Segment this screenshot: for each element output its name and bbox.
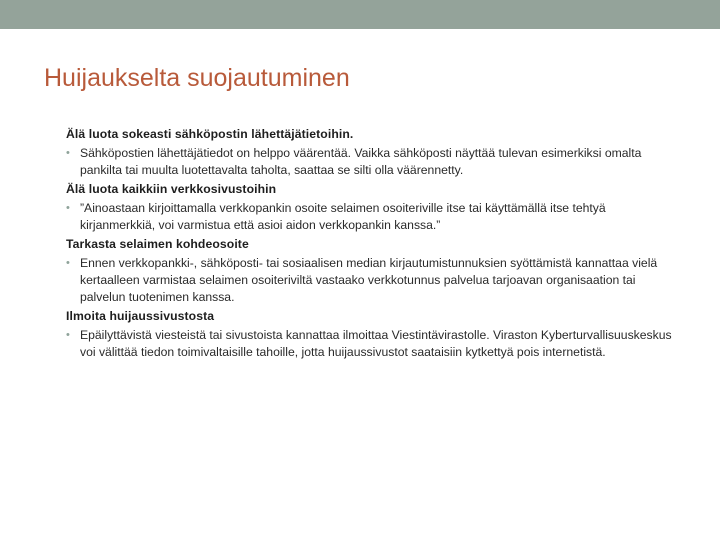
bullet-item bbox=[66, 255, 676, 306]
bullet-icon: • bbox=[66, 257, 70, 269]
bullet-text: ”Ainoastaan kirjoittamalla verkkopankin osoite selaimen osoiteriville itse tai käyttämällä itse tehtyä kirjanmerkkiä, voi varmistua että asioi aidon verkkopankin kanssa.” bbox=[80, 201, 606, 232]
bullet-text: Sähköpostien lähettäjätiedot on helppo väärentää. Vaikka sähköposti näyttää tulevan esimerkiksi omalta pankilta tai muulta luotettavalta taholta, saattaa se silti olla väärennetty. bbox=[80, 146, 642, 177]
section-heading: Ilmoita huijaussivustosta bbox=[66, 309, 215, 323]
slide-content bbox=[66, 126, 676, 363]
bullet-item bbox=[66, 200, 676, 234]
header-accent-bar bbox=[0, 0, 720, 29]
bullet-item bbox=[66, 145, 676, 179]
section-websites bbox=[66, 181, 676, 234]
bullet-icon: • bbox=[66, 147, 70, 159]
section-heading: Tarkasta selaimen kohdeosoite bbox=[66, 237, 249, 251]
bullet-item bbox=[66, 327, 676, 361]
section-check-address bbox=[66, 236, 676, 306]
bullet-icon: • bbox=[66, 329, 70, 341]
section-heading: Älä luota sokeasti sähköpostin lähettäjätietoihin. bbox=[66, 127, 354, 141]
bullet-text: Ennen verkkopankki-, sähköposti- tai sosiaalisen median kirjautumistunnuksien syöttämistä kannattaa vielä kertaalleen varmistaa selaimen osoiteriviltä vastaako verkkotunnus palvelua tarjoavan organisaation tai palvelun tuotenimen kanssa. bbox=[80, 256, 658, 304]
section-sender-info bbox=[66, 126, 676, 179]
section-heading: Älä luota kaikkiin verkkosivustoihin bbox=[66, 182, 277, 196]
bullet-text: Epäilyttävistä viesteistä tai sivustoista kannattaa ilmoittaa Viestintävirastolle. Viraston Kyberturvallisuuskeskus voi välittää tiedon toimivaltaisille tahoille, jotta huijaussivustot saataisiin kytkettyä pois internetistä. bbox=[80, 328, 672, 359]
section-report-scam bbox=[66, 308, 676, 361]
bullet-icon: • bbox=[66, 202, 70, 214]
slide-title: Huijaukselta suojautuminen bbox=[44, 64, 350, 92]
